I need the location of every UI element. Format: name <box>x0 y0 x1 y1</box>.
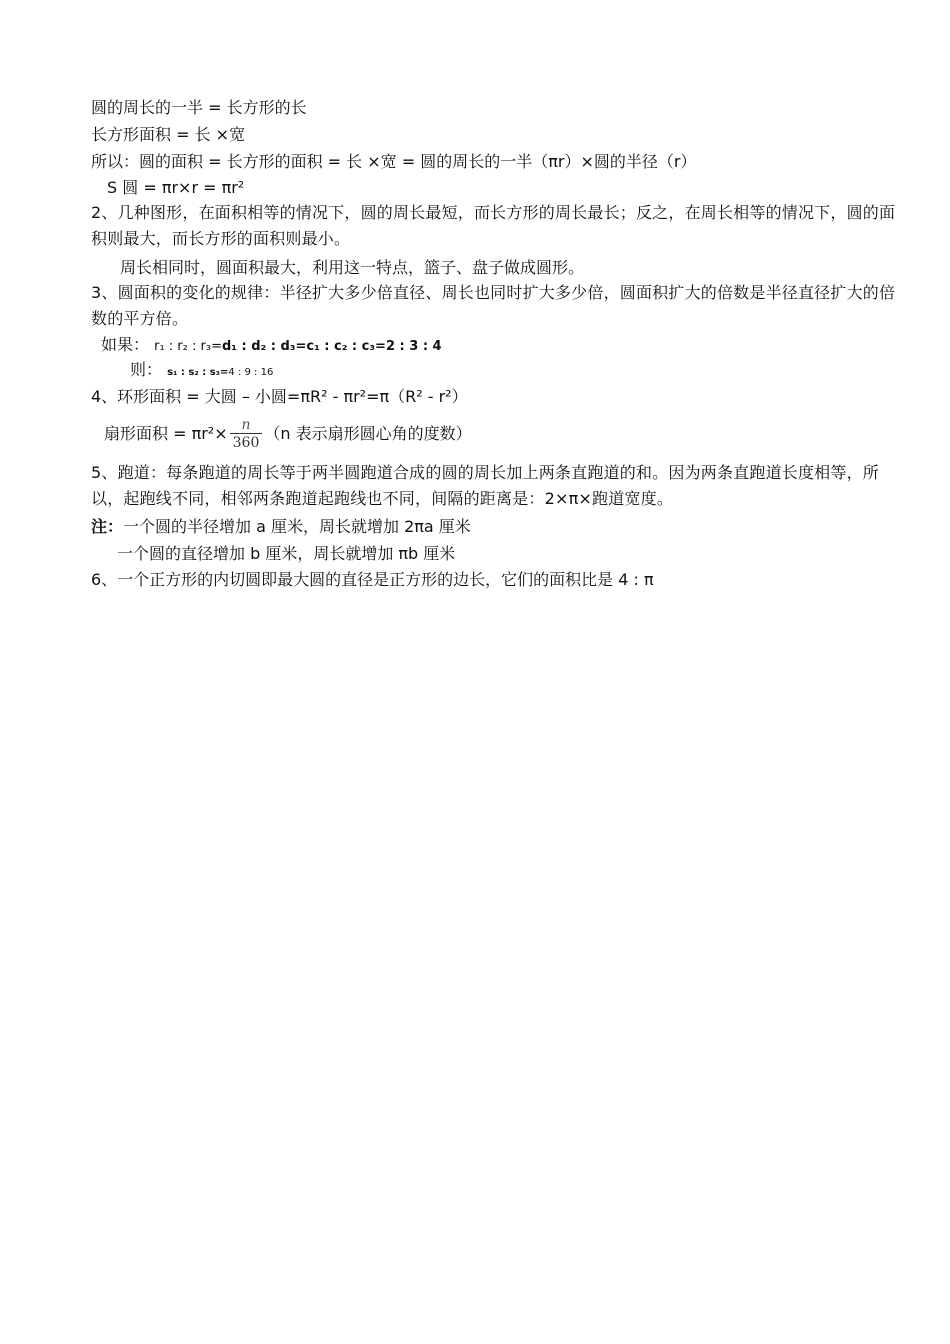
note-line <box>91 516 898 538</box>
area-ratio-prefix: 则： <box>130 360 163 379</box>
area-ratio-values: 4 : 9 : 16 <box>228 367 274 378</box>
fraction-numerator: n <box>241 417 251 433</box>
text-line-rect-area: 长方形面积 = 长 ×宽 <box>91 125 246 144</box>
note-text: 一个圆的半径增加 a 厘米，周长就增加 2πa 厘米 <box>123 517 471 536</box>
area-symbols: s₁ : s₂ : s₃= <box>167 367 229 378</box>
sector-area-line <box>104 414 898 454</box>
sector-area-prefix: 扇形面积 = πr²× <box>104 424 228 443</box>
text-line-diameter-increase: 一个圆的直径增加 b 厘米，周长就增加 πb 厘米 <box>117 544 456 563</box>
sector-area-note: （n 表示扇形圆心角的度数） <box>264 424 472 443</box>
ratio-prefix: 如果： <box>101 335 150 354</box>
paragraph-area-change-rule: 3、圆面积的变化的规律：半径扩大多少倍直径、周长也同时扩大多少倍，圆面积扩大的倍数是半径直径扩大的倍数的平方倍。 <box>91 283 896 328</box>
text-line-application: 周长相同时，圆面积最大，利用这一特点，篮子、盘子做成圆形。 <box>120 258 585 277</box>
text-line-circle-area-formula: S 圆 = πr×r = πr² <box>107 178 245 197</box>
text-line-inscribed-circle: 6、一个正方形的内切圆即最大圆的直径是正方形的边长，它们的面积比是 4 : π <box>91 570 654 589</box>
text-line-ring-area: 4、环形面积 = 大圆 – 小圆=πR² - πr²=π（R² - r²） <box>91 387 468 406</box>
text-line-perimeter-half: 圆的周长的一半 = 长方形的长 <box>91 98 307 117</box>
sector-fraction <box>230 417 263 452</box>
area-ratio-line <box>130 359 898 384</box>
diameter-circumference-ratio: d₁ : d₂ : d₃=c₁ : c₂ : c₃=2 : 3 : 4 <box>221 339 442 354</box>
radius-ratio: r₁ : r₂ : r₃= <box>154 339 222 354</box>
ratio-example-line <box>101 334 898 358</box>
paragraph-running-track: 5、跑道：每条跑道的周长等于两半圆跑道合成的圆的周长加上两条直跑道的和。因为两条直跑道长度相等，所以，起跑线不同，相邻两条跑道起跑线也不同，间隔的距离是：2×π×跑道宽度。 <box>91 463 879 508</box>
paragraph-shape-comparison: 2、几种图形，在面积相等的情况下，圆的周长最短，而长方形的周长最长；反之，在周长相等的情况下，圆的面积则最大，而长方形的面积则最小。 <box>91 203 896 248</box>
fraction-denominator: 360 <box>230 433 263 452</box>
note-label: 注： <box>91 517 124 536</box>
text-line-circle-area-derivation: 所以：圆的面积 = 长方形的面积 = 长 ×宽 = 圆的周长的一半（πr）×圆的半径（r） <box>91 152 697 171</box>
